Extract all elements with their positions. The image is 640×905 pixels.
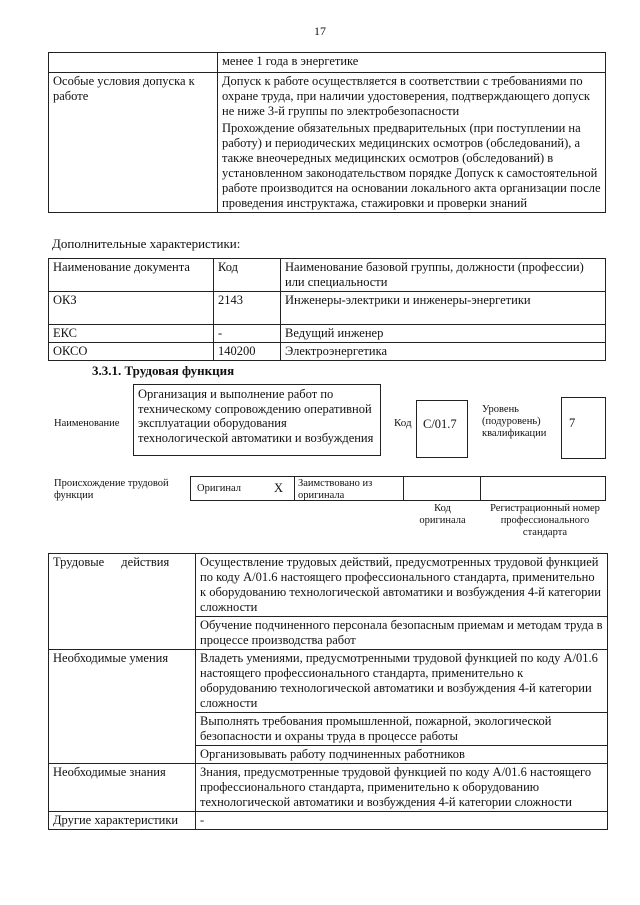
table-cell: ОКСО: [49, 343, 214, 361]
table-cell: Владеть умениями, предусмотренными трудовой функцией по коду A/01.6 настоящего профессионального стандарта, применительно к оборудованию технологической автоматики и возбуждения 4-й категории сложности: [196, 650, 608, 713]
original-label: Оригинал: [197, 483, 241, 494]
table-row: [49, 650, 608, 713]
table-cell: Осуществление трудовых действий, предусмотренных трудовой функцией по коду A/01.6 настоящего профессионального стандарта, применительно к оборудованию технологической автоматики и возбуждения 4-й категории сложности: [196, 554, 608, 617]
row-label: Трудовые действия: [49, 554, 196, 650]
table-row: [49, 343, 606, 361]
qualification-table: [48, 52, 606, 213]
header-cell: Наименование базовой группы, должности (профессии) или специальности: [281, 259, 606, 292]
table-cell: Особые условия допуска к работе: [49, 73, 218, 213]
table-cell: ЕКС: [49, 325, 214, 343]
table-cell: Выполнять требования промышленной, пожарной, экологической безопасности и охраны труда в процессе работы: [196, 713, 608, 746]
level-box: 7: [561, 397, 606, 459]
original-cell: [191, 477, 295, 500]
section-title: 3.3.1. Трудовая функция: [92, 363, 235, 378]
code-label: Код: [394, 417, 412, 429]
table-row: [49, 73, 606, 121]
table-cell: Знания, предусмотренные трудовой функцией по коду A/01.6 настоящего профессионального стандарта, применительно к оборудованию технологической автоматики и возбуждения 4-й категории сложности: [196, 764, 608, 812]
header-cell: Код: [214, 259, 281, 292]
table-row: [49, 325, 606, 343]
table-cell: Прохождение обязательных предварительных (при поступлении на работу) и периодических медицинских осмотров (обследований), а также внеочередных медицинских осмотров (обследований) в установленном законодательством порядке Допуск к самостоятельной работе производится на основании локального акта организации после проведения инструктажа, стажировки и проверки знаний: [218, 120, 606, 213]
header-cell: Наименование документа: [49, 259, 214, 292]
function-name-box: Организация и выполнение работ по техническому сопровождению оперативной эксплуатации оборудования технологической автоматики и возбуждения: [133, 384, 381, 456]
additional-table: [48, 258, 606, 361]
table-cell: Допуск к работе осуществляется в соответствии с требованиями по охране труда, при наличии удостоверения, подтверждающего допуск не ниже 3-й группы по электробезопасности: [218, 73, 606, 121]
table-cell: 140200: [214, 343, 281, 361]
origin-label: Происхождение трудовой функции: [54, 478, 169, 501]
table-cell: Электроэнергетика: [281, 343, 606, 361]
code-original-caption: Код оригинала: [419, 503, 466, 526]
table-cell: Ведущий инженер: [281, 325, 606, 343]
level-label: Уровень (подуровень) квалификации: [482, 404, 547, 439]
table-header-row: [49, 259, 606, 292]
table-cell: [49, 53, 218, 73]
original-mark: X: [274, 481, 284, 495]
table-cell: Организовывать работу подчиненных работников: [196, 746, 608, 764]
table-cell: Обучение подчиненного персонала безопасным приемам и методам труда в процессе производства работ: [196, 617, 608, 650]
reg-number-caption: Регистрационный номер профессионального стандарта: [490, 503, 600, 538]
table-row: [49, 53, 606, 73]
row-label: Необходимые знания: [49, 764, 196, 812]
table-cell: менее 1 года в энергетике: [218, 53, 606, 73]
table-cell: ОКЗ: [49, 292, 214, 325]
table-cell: -: [196, 812, 608, 830]
function-details-table: [48, 553, 608, 830]
table-cell: -: [214, 325, 281, 343]
table-cell: 2143: [214, 292, 281, 325]
table-row: [49, 812, 608, 830]
page-number: 17: [314, 24, 326, 38]
table-row: [49, 764, 608, 812]
row-label: Необходимые умения: [49, 650, 196, 764]
origin-row: [190, 476, 606, 501]
table-cell: Инженеры-электрики и инженеры-энергетики: [281, 292, 606, 325]
function-code-box: C/01.7: [416, 400, 468, 458]
name-label: Наименование: [54, 418, 120, 429]
additional-title: Дополнительные характеристики:: [52, 236, 241, 251]
row-label: Другие характеристики: [49, 812, 196, 830]
table-row: [49, 554, 608, 617]
borrowed-label: Заимствовано из оригинала: [298, 478, 373, 501]
code-original-cell: [403, 477, 481, 500]
table-row: [49, 292, 606, 325]
